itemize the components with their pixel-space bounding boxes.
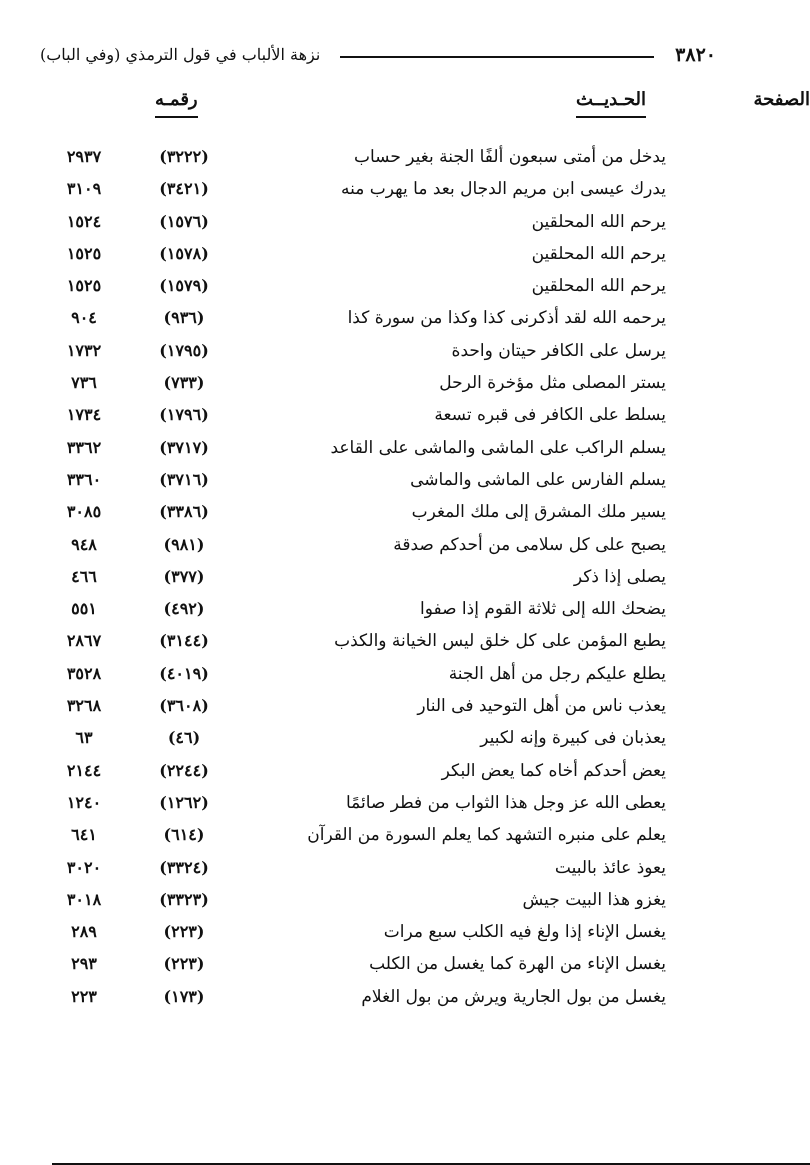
hadith-number: (١٧٩٦) bbox=[159, 405, 209, 425]
header-rule bbox=[340, 56, 654, 58]
index-row bbox=[40, 432, 716, 464]
hadith-number: (٩٣٦) bbox=[163, 308, 205, 328]
hadith-text: يرسل على الكافر حيتان واحدة bbox=[451, 340, 666, 361]
page-ref: ٢٩٣٧ bbox=[66, 147, 102, 166]
page-ref: ٧٣٦ bbox=[71, 373, 97, 393]
hadith-text: يضحك الله إلى ثلاثة القوم إذا صفوا bbox=[419, 599, 666, 620]
index-row bbox=[40, 787, 716, 819]
index-row bbox=[40, 981, 716, 1013]
hadith-text: يستر المصلى مثل مؤخرة الرحل bbox=[439, 373, 666, 394]
index-row bbox=[40, 722, 716, 754]
index-rows bbox=[40, 141, 716, 1013]
hadith-number: (٣٣٢٤) bbox=[159, 857, 209, 877]
page-ref: ١٧٣٤ bbox=[66, 405, 102, 425]
index-row bbox=[40, 529, 716, 561]
hadith-number: (٤٩٢) bbox=[163, 599, 205, 619]
index-row bbox=[40, 819, 716, 851]
page-ref: ٣٢٦٨ bbox=[66, 696, 102, 716]
page-ref: ١٢٤٠ bbox=[66, 792, 102, 812]
hadith-text: يطلع عليكم رجل من أهل الجنة bbox=[448, 663, 666, 684]
hadith-text: يغزو هذا البيت جيش bbox=[522, 889, 666, 910]
page-number: ٣٨٢٠ bbox=[675, 44, 716, 66]
index-row bbox=[40, 690, 716, 722]
page-ref: ٣١٠٩ bbox=[66, 179, 102, 199]
hadith-number: (١٧٩٥) bbox=[159, 340, 209, 360]
hadith-text: يسلم الفارس على الماشى والماشى bbox=[410, 469, 666, 490]
page-ref: ٢٨٩ bbox=[71, 922, 97, 942]
hadith-number: (٣١٤٤) bbox=[159, 631, 209, 651]
hadith-number: (٣٢٢٢) bbox=[159, 147, 209, 166]
page-ref: ٩٤٨ bbox=[71, 534, 97, 554]
hadith-text: يغسل الإناء من الهرة كما يغسل من الكلب bbox=[369, 954, 666, 975]
index-row bbox=[40, 852, 716, 884]
page-ref: ٦٣ bbox=[75, 728, 93, 748]
hadith-number: (٣٣٨٦) bbox=[159, 502, 209, 522]
hadith-number: (٣٦٠٨) bbox=[159, 696, 209, 716]
hadith-text: يسير ملك المشرق إلى ملك المغرب bbox=[411, 502, 666, 523]
page-ref: ١٧٣٢ bbox=[66, 340, 102, 360]
index-row bbox=[40, 464, 716, 496]
index-row bbox=[40, 593, 716, 625]
page-ref: ٣٣٦٠ bbox=[66, 469, 102, 489]
hadith-text: يعذبان فى كبيرة وإنه لكبير bbox=[480, 728, 666, 749]
index-row bbox=[40, 302, 716, 334]
page-ref: ٣٥٢٨ bbox=[66, 663, 102, 683]
hadith-text: يرحمه الله لقد أذكرنى كذا وكذا من سورة كذا bbox=[347, 308, 666, 329]
column-header-number: رقمـه bbox=[155, 86, 198, 118]
hadith-number: (٩٨١) bbox=[163, 534, 205, 554]
hadith-text: يغسل من بول الجارية ويرش من بول الغلام bbox=[361, 986, 666, 1007]
hadith-number: (٣٤٢١) bbox=[159, 179, 209, 199]
index-row bbox=[40, 173, 716, 205]
hadith-number: (٢٢٣) bbox=[163, 954, 205, 974]
hadith-text: يعض أحدكم أخاه كما يعض البكر bbox=[441, 760, 666, 781]
index-row bbox=[40, 625, 716, 657]
index-row bbox=[40, 658, 716, 690]
page-ref: ٤٦٦ bbox=[71, 566, 97, 586]
hadith-number: (١٥٧٦) bbox=[159, 211, 209, 231]
hadith-text: يرحم الله المحلقين bbox=[531, 243, 666, 264]
column-header-hadith: الحـديــث bbox=[576, 86, 646, 118]
book-title: نزهة الألباب في قول الترمذي (وفي الباب) bbox=[40, 45, 321, 64]
index-row bbox=[40, 270, 716, 302]
column-headers bbox=[40, 86, 810, 118]
hadith-text: يسلم الراكب على الماشى والماشى على القاعد bbox=[330, 437, 666, 458]
page-ref: ٢١٤٤ bbox=[66, 760, 102, 780]
page-ref: ٢٨٦٧ bbox=[66, 631, 102, 651]
index-row bbox=[40, 206, 716, 238]
hadith-number: (٣٧٧) bbox=[163, 566, 205, 586]
hadith-text: يعذب ناس من أهل التوحيد فى النار bbox=[417, 696, 666, 717]
running-header bbox=[40, 40, 716, 70]
hadith-number: (٣٧١٧) bbox=[159, 437, 209, 457]
hadith-number: (٢٢٣) bbox=[163, 922, 205, 942]
page-ref: ٥٥١ bbox=[71, 599, 97, 619]
index-row bbox=[40, 561, 716, 593]
index-row bbox=[40, 367, 716, 399]
hadith-text: يصلى إذا ذكر bbox=[573, 566, 666, 587]
hadith-text: يصبح على كل سلامى من أحدكم صدقة bbox=[393, 534, 666, 555]
page-ref: ٦٤١ bbox=[71, 825, 97, 845]
hadith-text: يطبع المؤمن على كل خلق ليس الخيانة والكذب bbox=[334, 631, 666, 652]
page-ref: ١٥٢٥ bbox=[66, 276, 102, 296]
index-row bbox=[40, 238, 716, 270]
hadith-text: يدخل من أمتى سبعون ألفًا الجنة بغير حساب bbox=[354, 147, 666, 167]
hadith-number: (١٥٧٨) bbox=[159, 243, 209, 263]
index-row bbox=[40, 141, 716, 173]
hadith-number: (٢٢٤٤) bbox=[159, 760, 209, 780]
hadith-text: يرحم الله المحلقين bbox=[531, 276, 666, 297]
hadith-text: يرحم الله المحلقين bbox=[531, 211, 666, 232]
hadith-number: (٦١٤) bbox=[163, 825, 205, 845]
hadith-text: يغسل الإناء إذا ولغ فيه الكلب سبع مرات bbox=[383, 922, 666, 943]
page-ref: ٣٠٢٠ bbox=[66, 857, 102, 877]
page-ref: ١٥٢٥ bbox=[66, 243, 102, 263]
hadith-number: (٣٣٢٣) bbox=[159, 889, 209, 909]
hadith-text: يعوذ عائذ بالبيت bbox=[554, 857, 666, 878]
page-ref: ٢٢٣ bbox=[71, 986, 97, 1006]
page-ref: ٣٠١٨ bbox=[66, 889, 102, 909]
column-header-page: الصفحة bbox=[52, 86, 810, 1165]
index-row bbox=[40, 916, 716, 948]
page-ref: ٢٩٣ bbox=[71, 954, 97, 974]
page-ref: ٣٠٨٥ bbox=[66, 502, 102, 522]
hadith-number: (٤٦) bbox=[167, 728, 201, 748]
hadith-number: (١٢٦٢) bbox=[159, 792, 209, 812]
hadith-text: يعطى الله عز وجل هذا الثواب من فطر صائمًا bbox=[345, 792, 666, 813]
index-row bbox=[40, 755, 716, 787]
hadith-number: (١٥٧٩) bbox=[159, 276, 209, 296]
page-ref: ٣٣٦٢ bbox=[66, 437, 102, 457]
index-row bbox=[40, 884, 716, 916]
hadith-text: يسلط على الكافر فى قبره تسعة bbox=[434, 405, 666, 426]
page-ref: ٩٠٤ bbox=[71, 308, 97, 328]
index-row bbox=[40, 335, 716, 367]
index-row bbox=[40, 948, 716, 980]
hadith-number: (٣٧١٦) bbox=[159, 469, 209, 489]
page-ref: ١٥٢٤ bbox=[66, 211, 102, 231]
index-row bbox=[40, 496, 716, 528]
hadith-text: يدرك عيسى ابن مريم الدجال بعد ما يهرب منه bbox=[341, 179, 666, 200]
hadith-text: يعلم على منبره التشهد كما يعلم السورة من القرآن bbox=[307, 825, 666, 846]
hadith-number: (٧٣٣) bbox=[163, 373, 205, 393]
hadith-number: (٤٠١٩) bbox=[159, 663, 209, 683]
hadith-number: (١٧٣) bbox=[163, 986, 205, 1006]
index-row bbox=[40, 399, 716, 431]
